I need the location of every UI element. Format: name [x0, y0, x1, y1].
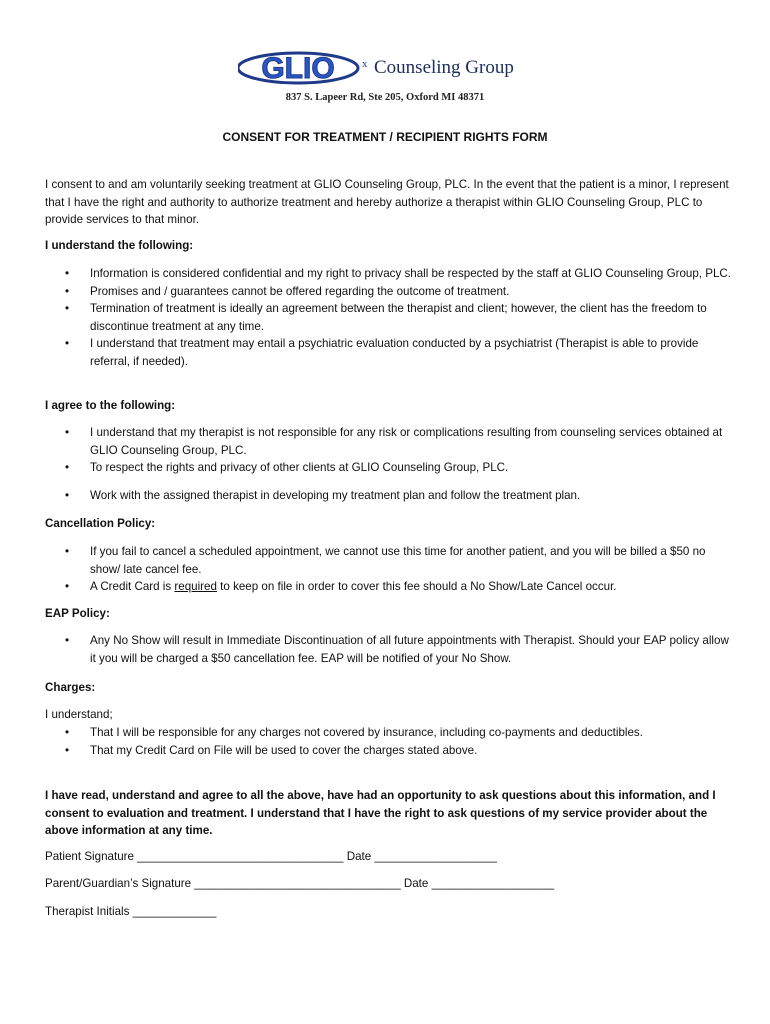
- charges-list: [45, 724, 735, 759]
- eap-heading: EAP Policy:: [45, 607, 110, 620]
- credit-card-text-end: to keep on file in order to cover this fee should a No Show/Late Cancel occur.: [216, 580, 617, 593]
- svg-text:x: x: [362, 58, 368, 70]
- page-title: CONSENT FOR TREATMENT / RECIPIENT RIGHTS FORM: [222, 130, 548, 144]
- guardian-signature-line[interactable]: Parent/Guardian’s Signature ________________________________ Date ___________________: [45, 877, 555, 890]
- required-underlined: required: [174, 580, 217, 593]
- cancellation-list: [45, 543, 735, 596]
- list-item: • To respect the rights and privacy of other clients at GLIO Counseling Group, PLC.: [45, 459, 735, 477]
- eap-list: [45, 632, 735, 667]
- acknowledgement-paragraph: I have read, understand and agree to all the above, have had an opportunity to ask questions about this information, and I consent to evaluation and treatment. I understand that I have the right to ask questions of my service provider about the above information at any time.: [45, 789, 716, 837]
- understand-list: [45, 265, 735, 370]
- list-item: • Work with the assigned therapist in developing my treatment plan and follow the treatment plan.: [45, 487, 735, 505]
- logo-text: Counseling Group: [374, 57, 514, 78]
- patient-signature-line[interactable]: Patient Signature ________________________________ Date ___________________: [45, 850, 497, 863]
- charges-heading: Charges:: [45, 681, 96, 694]
- list-item: • That my Credit Card on File will be used to cover the charges stated above.: [45, 742, 735, 760]
- list-item: • I understand that treatment may entail a psychiatric evaluation conducted by a psychiatrist (Therapist is able to provide referral, if needed).: [45, 335, 735, 370]
- list-item: • Any No Show will result in Immediate Discontinuation of all future appointments with Therapist. Should your EAP policy allow it you will be charged a $50 cancellation fee. EAP will be notified of your No Show.: [45, 632, 735, 667]
- list-item: • Information is considered confidential and my right to privacy shall be respected by the staff at GLIO Counseling Group, PLC.: [45, 265, 735, 283]
- agree-heading: I agree to the following:: [45, 399, 176, 412]
- understand-heading: I understand the following:: [45, 239, 194, 252]
- cancellation-heading: Cancellation Policy:: [45, 517, 156, 530]
- logo-mark: GLIO: [261, 52, 335, 85]
- list-item: • Promises and / guarantees cannot be offered regarding the outcome of treatment.: [45, 283, 735, 301]
- credit-card-text-start: A Credit Card is: [90, 580, 175, 593]
- list-item: • Termination of treatment is ideally an agreement between the therapist and client; however, the client has the freedom to discontinue treatment at any time.: [45, 300, 735, 335]
- therapist-initials-line[interactable]: Therapist Initials _____________: [45, 905, 217, 918]
- intro-paragraph: I consent to and am voluntarily seeking treatment at GLIO Counseling Group, PLC. In the event that the patient is a minor, I represent that I have the right and authority to authorize treatment and hereby authorize a therapist within GLIO Counseling Group, PLC to provide services to that minor.: [45, 178, 729, 226]
- charges-lead: I understand;: [45, 708, 113, 721]
- list-item: • I understand that my therapist is not responsible for any risk or complications resulting from counseling services obtained at GLIO Counseling Group, PLC.: [45, 424, 735, 459]
- list-item: • If you fail to cancel a scheduled appointment, we cannot use this time for another patient, and you will be billed a $50 no show/ late cancel fee.: [45, 543, 735, 578]
- list-item: • That I will be responsible for any charges not covered by insurance, including co-payments and deductibles.: [45, 724, 735, 742]
- list-item: [45, 578, 735, 596]
- address: 837 S. Lapeer Rd, Ste 205, Oxford MI 48371: [285, 92, 485, 103]
- agree-list: [45, 424, 735, 504]
